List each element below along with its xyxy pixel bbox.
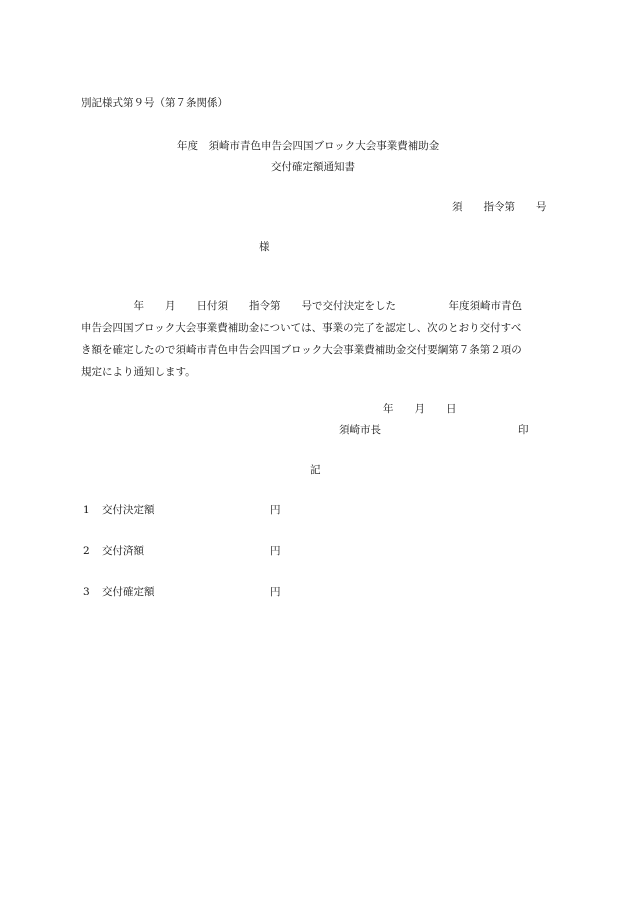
- item-number: 3: [83, 586, 90, 598]
- issuer-name: 須崎市長: [339, 424, 381, 436]
- addressee-honorific: 様: [259, 241, 270, 253]
- body-line-2: 申告会四国ブロック大会事業費補助金については、事業の完了を認定し、次のとおり交付すべ: [81, 322, 522, 334]
- item-label: 交付済額: [102, 545, 144, 557]
- item-unit: 円: [270, 504, 281, 516]
- title-line-2: 交付確定額通知書: [271, 161, 355, 173]
- ki-heading: 記: [310, 464, 321, 476]
- body-line-1: 年 月 日付須 指令第 号で交付決定をした 年度須崎市青色: [81, 300, 522, 312]
- item-unit: 円: [270, 545, 281, 557]
- form-label: 別記様式第９号（第７条関係）: [81, 97, 228, 109]
- document-number: 須 指令第 号: [452, 201, 547, 213]
- item-unit: 円: [270, 586, 281, 598]
- issue-date: 年 月 日: [383, 403, 457, 415]
- body-line-4: 規定により通知します。: [81, 366, 196, 378]
- body-paragraph: [81, 295, 551, 383]
- title-line-1: 年度 須崎市青色申告会四国ブロック大会事業費補助金: [177, 140, 440, 152]
- body-line-3: き額を確定したので須崎市青色申告会四国ブロック大会事業費補助金交付要綱第７条第２項の: [81, 344, 522, 356]
- item-label: 交付確定額: [102, 586, 155, 598]
- item-number: 2: [83, 545, 90, 557]
- item-number: 1: [83, 504, 90, 516]
- item-label: 交付決定額: [102, 504, 155, 516]
- seal-mark: 印: [518, 424, 529, 436]
